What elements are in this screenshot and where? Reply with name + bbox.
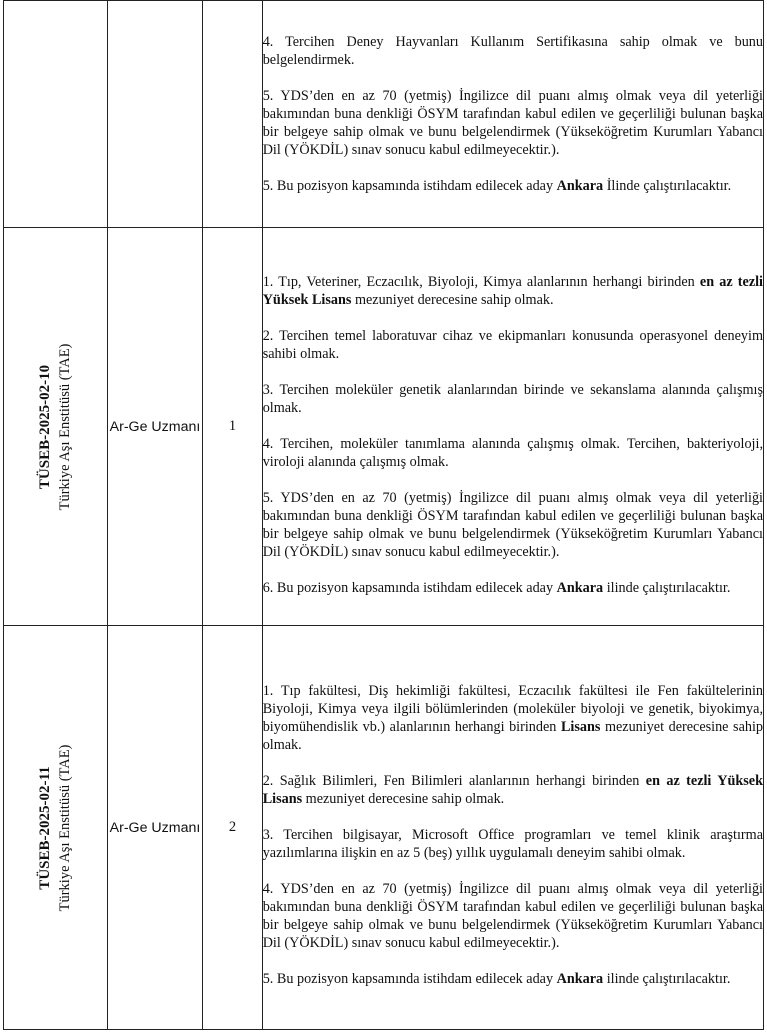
position-code: TÜSEB-2025-02-10 <box>37 364 54 489</box>
position-code-cell <box>4 626 108 1030</box>
requirements-cell <box>262 626 763 1030</box>
position-title: Ar-Ge Uzmanı <box>107 228 203 626</box>
requirement-item: 3. Tercihen bilgisayar, Microsoft Office programları ve temel klinik araştırma yazılımlarına ilişkin en az 5 (beş) yıllık uygulamalı deneyim sahibi olmak. <box>262 826 763 861</box>
requirement-item: 1. Tıp fakültesi, Diş hekimliği fakültesi, Eczacılık fakültesi ile Fen fakültelerinin Biyoloji, Kimya veya ilgili bölümlerinden (moleküler biyoloji ve genetik, biyokimya, biyomühendislik vb.) alanlarının herhangi birinden Lisans mezuniyet derecesine sahip olmak. <box>262 682 763 753</box>
requirement-item: 5. YDS’den en az 70 (yetmiş) İngilizce dil puanı almış olmak veya dil yeterliği bakımından buna denkliği ÖSYM tarafından kabul edilen ve geçerliliği bulunan başka bir belgeye sahip olmak ve bunu belgelendirmek (Yükseköğretim Kurumları Yabancı Dil (YÖKDİL) sınav sonucu kabul edilmeyecektir.). <box>262 88 763 158</box>
position-code: TÜSEB-2025-02-11 <box>37 765 54 890</box>
table-row <box>4 1 764 228</box>
requirement-item: 2. Sağlık Bilimleri, Fen Bilimleri alanlarının herhangi birinden en az tezli Yüksek Lisans mezuniyet derecesine sahip olmak. <box>262 772 763 807</box>
requirement-item: 4. YDS’den en az 70 (yetmiş) İngilizce dil puanı almış olmak veya dil yeterliği bakımından buna denkliği ÖSYM tarafından kabul edilen ve geçerliliği bulunan başka bir belgeye sahip olmak ve bunu belgelendirmek (Yükseköğretim Kurumları Yabancı Dil (YÖKDİL) sınav sonucu kabul edilmeyecektir.). <box>262 880 763 951</box>
position-code-cell <box>4 1 108 228</box>
position-count-cell <box>203 1 262 228</box>
requirement-item: 2. Tercihen temel laboratuvar cihaz ve ekipmanları konusunda operasyonel deneyim sahibi olmak. <box>262 327 763 362</box>
position-code-label <box>35 343 75 510</box>
requirement-item: 3. Tercihen moleküler genetik alanlarından birinde ve sekanslama alanında çalışmış olmak. <box>262 381 763 416</box>
position-title: Ar-Ge Uzmanı <box>107 626 203 1030</box>
requirement-item: 1. Tıp, Veteriner, Eczacılık, Biyoloji, Kimya alanlarının herhangi birinden en az tezli Yüksek Lisans mezuniyet derecesine sahip olmak. <box>262 273 763 308</box>
institute-name: Türkiye Aşı Enstitüsü (TAE) <box>57 343 74 510</box>
position-title-cell <box>107 1 203 228</box>
requirement-item: 4. Tercihen Deney Hayvanları Kullanım Sertifikasına sahip olmak ve bunu belgelendirmek. <box>262 34 763 68</box>
positions-table <box>3 0 764 1030</box>
requirement-item: 5. YDS’den en az 70 (yetmiş) İngilizce dil puanı almış olmak veya dil yeterliği bakımından buna denkliği ÖSYM tarafından kabul edilen ve geçerliliği bulunan başka bir belgeye sahip olmak ve bunu belgelendirmek (Yükseköğretim Kurumları Yabancı Dil (YÖKDİL) sınav sonucu kabul edilmeyecektir.). <box>262 489 763 560</box>
table-row <box>4 626 764 1030</box>
position-code-label <box>35 744 75 911</box>
requirement-item: 5. Bu pozisyon kapsamında istihdam edilecek aday Ankara İlinde çalıştırılacaktır. <box>262 178 732 194</box>
institute-name: Türkiye Aşı Enstitüsü (TAE) <box>57 744 74 911</box>
requirement-item: 6. Bu pozisyon kapsamında istihdam edilecek aday Ankara ilinde çalıştırılacaktır. <box>262 579 731 596</box>
table-row <box>4 228 764 626</box>
requirements-cell <box>262 1 763 228</box>
requirement-item: 5. Bu pozisyon kapsamında istihdam edilecek aday Ankara ilinde çalıştırılacaktır. <box>262 970 731 987</box>
position-count: 2 <box>203 626 262 1030</box>
requirement-item: 4. Tercihen, moleküler tanımlama alanında çalışmış olmak. Tercihen, bakteriyoloji, viroloji alanında çalışmış olmak. <box>262 435 763 470</box>
requirements-cell <box>262 228 763 626</box>
position-count: 1 <box>203 228 262 626</box>
position-code-cell <box>4 228 108 626</box>
